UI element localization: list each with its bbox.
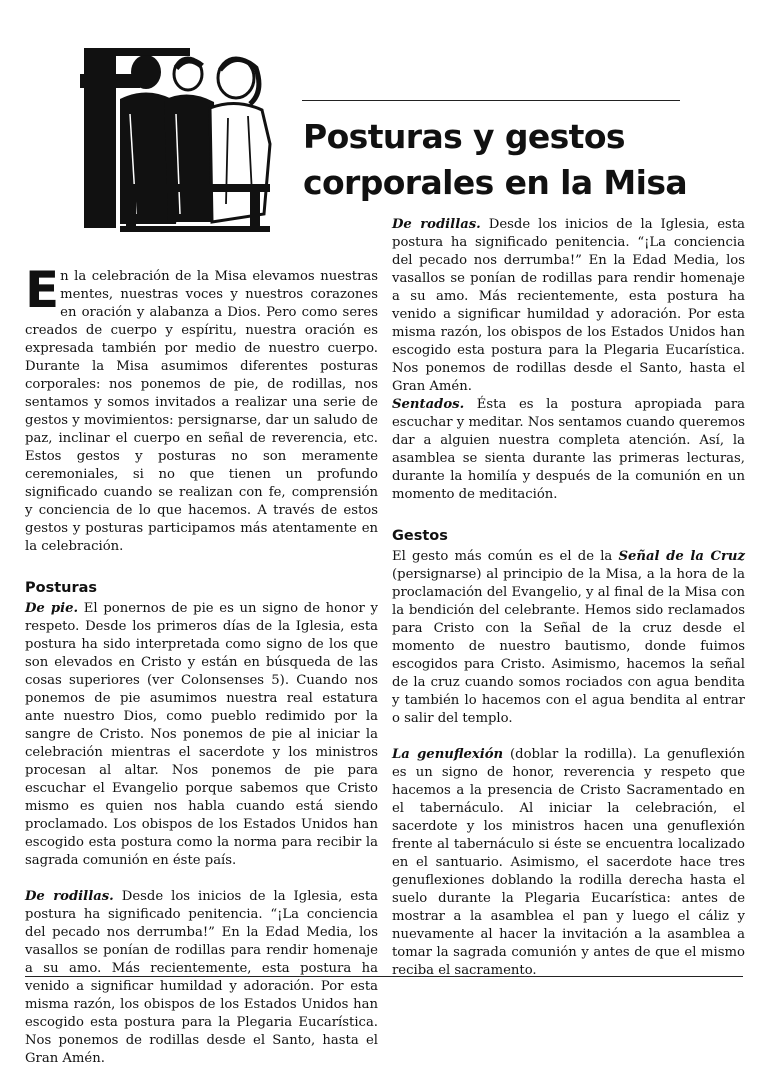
text-de-rodillas-cont: Desde los inicios de la Iglesia, esta postura ha significado penitencia. “¡La conciencia del pecado nos derrumba!” En la Edad Media, los vasallos se ponían de rodillas para rendir homenaje a su amo. Más recientemente, esta postura ha venido a significar humildad y adoración. Por esta misma razón, los obispos de los Estados Unidos han escogido esta postura para la Plegaria Eucarística. Nos ponemos de rodillas desde el Santo, hasta el Gran Amén. (392, 217, 745, 394)
footer-rule (25, 976, 743, 977)
lead-sentados: Sentados. (392, 397, 465, 412)
lead-de-rodillas-cont: De rodillas. (392, 217, 481, 232)
paragraph-de-rodillas-cont (392, 217, 745, 394)
text-cruz-before: El gesto más común es el de la (392, 549, 619, 564)
page-title (303, 114, 743, 206)
paragraph-sentados (392, 396, 745, 504)
left-column (25, 261, 378, 1066)
title-rule (302, 100, 680, 101)
paragraph-de-pie (25, 600, 378, 870)
title-line-1: Posturas y gestos (303, 117, 625, 156)
intro-paragraph (25, 261, 378, 556)
title-line-2: corporales en la Misa (303, 163, 688, 202)
lead-genuflexion: La genuflexión (392, 747, 504, 762)
paragraph-genuflexion (392, 746, 745, 980)
text-de-pie: El ponernos de pie es un signo de honor y respeto. Desde los primeros días de la Iglesia, esta postura ha sido interpretada como signo de los que son elevados en Cristo y están en búsqueda de las cosas superiores (ver Colonsenses 5). Cuando nos ponemos de pie asumimos nuestra real estatura ante nuestro Dios, como pueblo redimido por la sangre de Cristo. Nos ponemos de pie al iniciar la celebración mientras el sacerdote y los ministros procesan al altar. Nos ponemos de pie para escuchar el Evangelio porque sabemos que Cristo mismo es quien nos habla cuando está siendo proclamado. Los obispos de los Estados Unidos han escogido esta postura como la norma para recibir la sagrada comunión en éste país. (25, 601, 378, 868)
people-praying-illustration (80, 44, 276, 234)
text-sentados: Ésta es la postura apropiada para escuchar y meditar. Nos sentamos cuando queremos dar a alguien nuestra completa atención. Así, la asamblea se sienta durante las primeras lecturas, durante la homilía y después de la comunión en un momento de meditación. (392, 397, 745, 502)
text-genuflexion: (doblar la rodilla). La genuflexión es un signo de honor, reverencia y respeto que hacemos a la presencia de Cristo Sacramentado en el tabernáculo. Al iniciar la celebración, el sacerdote y los ministros hacen una genuflexión frente al tabernáculo si éste se encuentra localizado en el santuario. Asimismo, el sacerdote hace tres genuflexiones doblando la rodilla derecha hasta el suelo durante la Plegaria Eucarística: antes de mostrar a la asamblea el pan y luego el cáliz y nuevamente al hacer la invitación a la asamblea a tomar la sagrada comunión y antes de que el mismo reciba el sacramento. (392, 747, 745, 978)
text-de-rodillas: Desde los inicios de la Iglesia, esta postura ha significado penitencia. “¡La conciencia del pecado nos derrumba!” En la Edad Media, los vasallos se ponían de rodillas para rendir homenaje a su amo. Más recientemente, esta postura ha venido a significar humildad y adoración. Por esta misma razón, los obispos de los Estados Unidos han escogido esta postura para la Plegaria Eucarística. Nos ponemos de rodillas desde el Santo, hasta el Gran Amén. (25, 889, 378, 1066)
lead-de-rodillas: De rodillas. (25, 889, 114, 904)
paragraph-de-rodillas (25, 888, 378, 1066)
intro-text: n la celebración de la Misa elevamos nuestras mentes, nuestras voces y nuestros corazones en oración y alabanza a Dios. Pero como seres creados de cuerpo y espíritu, nuestra oración es expresada también por medio de nuestro cuerpo. Durante la Misa asumimos diferentes posturas corporales: nos ponemos de pie, de rodillas, nos sentamos y somos invitados a realizar una serie de gestos y movimientos: persignarse, dar un saludo de paz, inclinar el cuerpo en señal de reverencia, etc. Estos gestos y posturas no son meramente ceremoniales, si no que tienen un profundo significado cuando se realizan con fe, comprensión y conciencia de lo que hacemos. A través de estos gestos y posturas participamos más atentamente en la celebración. (25, 269, 378, 554)
drop-cap: E (25, 261, 60, 319)
paragraph-senal-cruz (392, 548, 745, 728)
lead-de-pie: De pie. (25, 601, 79, 616)
emph-senal-cruz: Señal de la Cruz (618, 549, 745, 564)
section-heading-gestos: Gestos (392, 528, 448, 544)
text-cruz-after: (persignarse) al principio de la Misa, a la hora de la proclamación del Evangelio, y al final de la Misa con la bendición del celebrante. Hemos sido reclamados para Cristo con la Señal de la cruz desde el momento de nuestro bautismo, donde fuimos escogidos para Cristo. Asimismo, hacemos la señal de la cruz cuando somos rociados con agua bendita y también lo hacemos con el agua bendita al entrar o salir del templo. (392, 567, 745, 726)
section-heading-posturas: Posturas (25, 580, 98, 596)
right-column (392, 217, 745, 980)
